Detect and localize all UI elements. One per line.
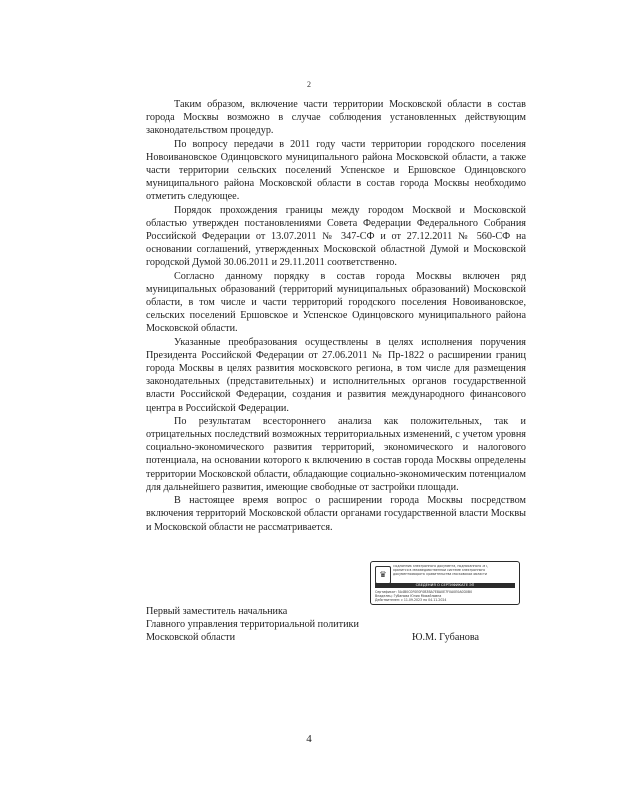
stamp-detail-line: Сертификат: 5A4B0C0F0E0F0B3BA7E8A0E7F0A0E0A0D0B0 xyxy=(375,590,473,594)
stamp-certificate-bar: СВЕДЕНИЯ О СЕРТИФИКАТЕ ЭП xyxy=(375,583,515,588)
page-number-bottom: 4 xyxy=(306,733,312,745)
signatory-name: Ю.М. Губанова xyxy=(412,632,480,643)
paragraph-1: Таким образом, включение части территории Московской области в состав города Москвы возможно в случае соблюдения установленных действующим законодательством процедур. xyxy=(146,99,526,137)
page-number-top: 2 xyxy=(307,80,311,89)
stamp-detail-line: Владелец: Губанова Юлия Михайловна xyxy=(375,594,442,598)
paragraph-4: Согласно данному порядку в состав города Москвы включен ряд муниципальных образований (территорий муниципальных образований) Московской области, в том числе и части территорий городского поселения Новоивановское, сельских поселений Ершовское и Успенское Одинцовского муниципального района Московской области. xyxy=(146,270,526,335)
signatory-position-line-2: Главного управления территориальной политики xyxy=(146,619,359,631)
stamp-header-line: хранится в Межведомственной системе электронного xyxy=(393,568,486,572)
electronic-signature-stamp xyxy=(370,561,520,605)
paragraph-2: По вопросу передачи в 2011 году части территории городского поселения Новоивановское Одинцовского муниципального района Московской области, а также части территории сельских поселений Успенское и Ершовское Одинцовского муниципального района Московской области в состав города Москвы необходимо отметить следующее. xyxy=(146,138,526,203)
paragraph-7: В настоящее время вопрос о расширении города Москвы посредством включения территорий Московской области органами государственной власти Москвы и Московской области не рассматривается. xyxy=(146,495,526,533)
stamp-header-line: Подлинник электронного документа, подписанного ЭП, xyxy=(393,565,488,568)
paragraph-3: Порядок прохождения границы между городом Москвой и Московской областью утвержден постановлениями Совета Федерации Федерального Собрания Российской Федерации от 13.07.2011 № 347-СФ и от 27.12.2011 № 560-СФ на основании соглашений, утвержденных Московской областной Думой и Московской городской Думой 30.06.2011 и 29.11.2011 соответственно. xyxy=(146,204,526,269)
stamp-header xyxy=(393,565,517,576)
stamp-details xyxy=(375,590,515,602)
signatory-position-line-1: Первый заместитель начальника xyxy=(146,606,288,617)
coat-of-arms-icon: ♛ xyxy=(375,566,391,584)
letter-body xyxy=(146,98,526,534)
stamp-header-line: документооборота Правительства Московской области xyxy=(393,572,487,576)
stamp-detail-line: Действителен: с 11.09.2023 по 04.11.2024 xyxy=(375,598,447,602)
paragraph-5: Указанные преобразования осуществлены в целях исполнения поручения Президента Российской Федерации от 27.06.2011 № Пр-1822 о расширении границ города Москвы в целях развития московского региона, в том числе для размещения законодательных (представительных) и исполнительных органов государственной власти Российской Федерации, создания и развития международного финансового центра в Российской Федерации. xyxy=(146,336,526,414)
signatory-position-line-3: Московской области xyxy=(146,632,236,644)
paragraph-6: По результатам всестороннего анализа как положительных, так и отрицательных последствий возможных территориальных изменений, с учетом уровня социально-экономического развития территорий, экономического и налогового потенциала, на основании которого к включению в состав города Москвы определены территории Московской области, обладающие социально-экономическим потенциалом для дальнейшего развития, имеющие свободные от застройки площади. xyxy=(146,415,526,493)
